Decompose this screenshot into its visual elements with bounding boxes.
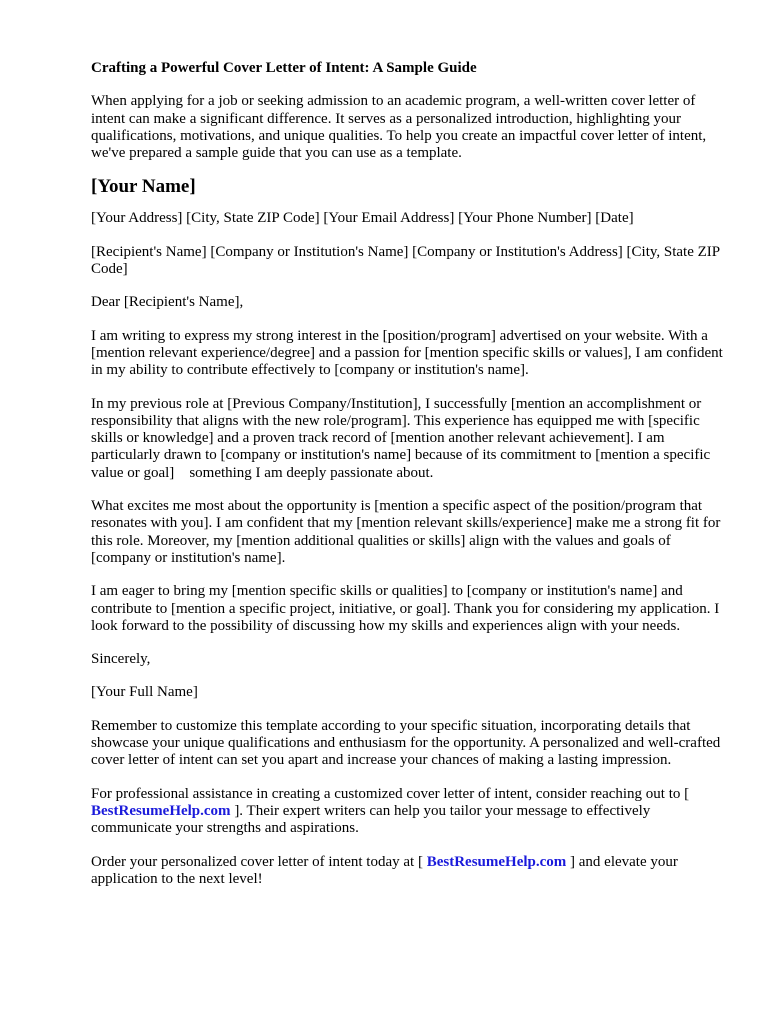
body-paragraph-1: I am writing to express my strong interest in the [position/program] advertised on your website. With a [mention relevant experience/degree] and a passion for [mention specific skills or values], I am confident in my ability to contribute effectively to [company or institution's name]. xyxy=(91,327,723,379)
assistance-text-before: For professional assistance in creating a customized cover letter of intent, consider reaching out to [ xyxy=(91,785,690,802)
intro-paragraph: When applying for a job or seeking admission to an academic program, a well-written cover letter of intent can make a significant difference. It serves as a personalized introduction, highlighting your qualifications, motivations, and unique qualities. To help you create an impactful cover letter of intent, we've prepared a sample guide that you can use as a template. xyxy=(91,93,707,162)
body-paragraph-2-start: In my previous role at [Previous Company/Institution], I successfully [mention an accomplishment or responsibility that aligns with the new role/program]. This experience has equipped me with [specific skills or knowledge] and a proven track record of [mention another relevant achievement]. I am particularly drawn to [company or institution's name] because of its commitment to [mention a specific value or goal] xyxy=(91,395,711,481)
order-paragraph xyxy=(91,854,723,889)
your-name-heading: [Your Name] xyxy=(91,176,196,198)
salutation: Dear [Recipient's Name], xyxy=(91,294,244,311)
order-text-after: ] and elevate your application to the next level! xyxy=(91,853,678,887)
body-paragraph-4: I am eager to bring my [mention specific skills or qualities] to [company or institution's name] and contribute to [mention a specific project, initiative, or goal]. Thank you for considering my application. I look forward to the possibility of discussing how my skills and experiences align with your needs. xyxy=(91,583,720,634)
body-paragraph-2 xyxy=(91,396,723,482)
assistance-paragraph xyxy=(91,786,723,838)
reminder-paragraph: Remember to customize this template according to your specific situation, incorporating details that showcase your unique qualifications and enthusiasm for the opportunity. A personalized and well-crafted cover letter of intent can set you apart and increase your chances of making a lasting impression. xyxy=(91,717,721,769)
signature: [Your Full Name] xyxy=(91,684,198,701)
document-page xyxy=(91,60,723,904)
document-title: Crafting a Powerful Cover Letter of Intent: A Sample Guide xyxy=(91,60,477,76)
bestresumehelp-link[interactable]: BestResumeHelp.com xyxy=(91,802,231,819)
bestresumehelp-order-link[interactable]: BestResumeHelp.com xyxy=(426,853,567,870)
body-paragraph-2-end: something I am deeply passionate about. xyxy=(189,464,434,481)
closing: Sincerely, xyxy=(91,651,151,668)
body-paragraph-3: What excites me most about the opportunity is [mention a specific aspect of the position/program that resonates with you]. I am confident that my [mention relevant skills/experience] make me a strong fit for this role. Moreover, my [mention additional qualities or skills] align with the values and goals of [company or institution's name]. xyxy=(91,498,721,566)
recipient-details: [Recipient's Name] [Company or Institution's Name] [Company or Institution's Address] [City, State ZIP Code] xyxy=(91,243,720,278)
assistance-text-after: ]. Their expert writers can help you tailor your message to effectively communicate your strengths and aspirations. xyxy=(91,802,651,837)
body-paragraph-2-gap xyxy=(174,465,189,481)
sender-details: [Your Address] [City, State ZIP Code] [Your Email Address] [Your Phone Number] [Date] xyxy=(91,210,634,227)
order-text-before: Order your personalized cover letter of intent today at [ xyxy=(91,853,423,870)
